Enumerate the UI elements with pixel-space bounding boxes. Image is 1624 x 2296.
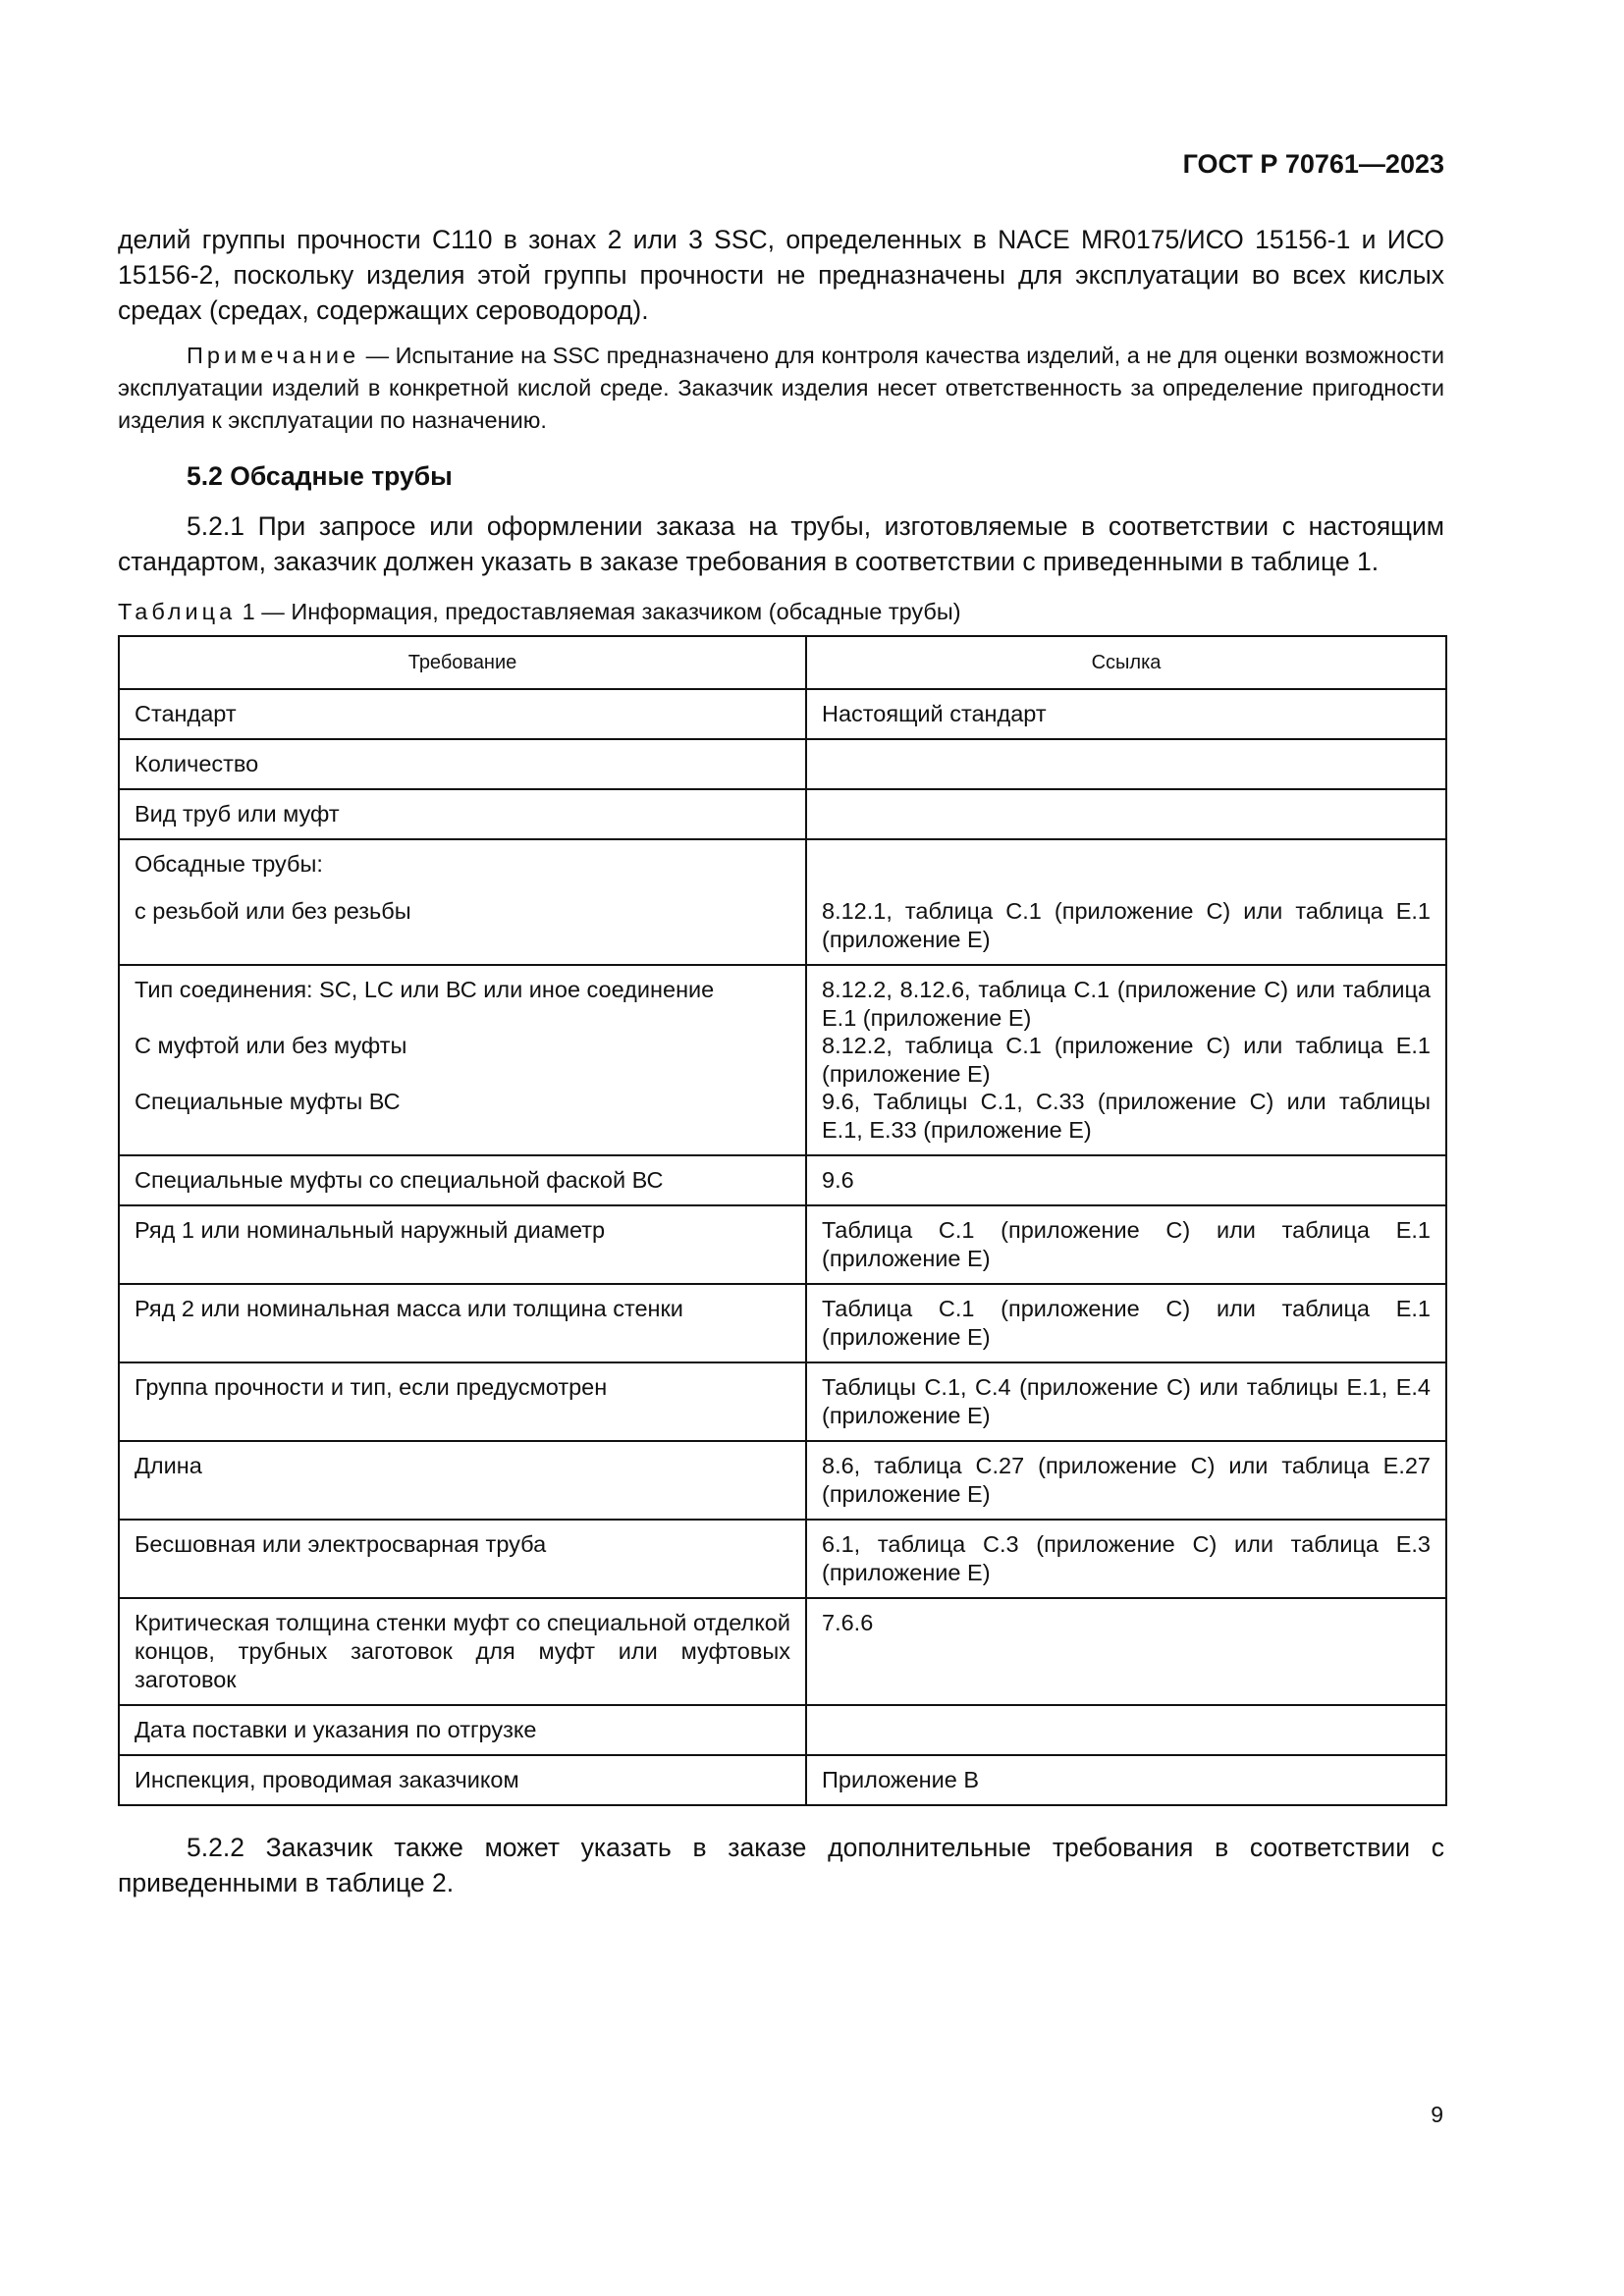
table-caption-label: Таблица [118, 599, 237, 624]
table-row [119, 1284, 1446, 1362]
reference-cell: Таблица С.1 (приложение С) или таблица Е.1 (приложение Е) [806, 1284, 1446, 1362]
requirement-cell: Критическая толщина стенки муфт со специальной отделкой концов, трубных заготовок для муфт или муфтовых заготовок [119, 1598, 806, 1705]
table-row [119, 1362, 1446, 1441]
sub-requirement: С муфтой или без муфты [135, 1033, 407, 1058]
reference-cell: 9.6 [806, 1155, 1446, 1205]
reference-cell: Таблицы С.1, С.4 (приложение С) или таблицы Е.1, Е.4 (приложение Е) [806, 1362, 1446, 1441]
note-text: — Испытание на SSC предназначено для контроля качества изделий, а не для оценки возможности эксплуатации изделий в конкретной кислой среде. Заказчик изделия несет ответственность за определение пригодности изделия к эксплуатации по назначению. [118, 343, 1444, 433]
table-row [119, 689, 1446, 739]
paragraph-continuation: делий группы прочности С110 в зонах 2 или 3 SSC, определенных в NACE MR0175/ИСО 15156-1 и ИСО 15156-2, поскольку изделия этой группы прочности не предназначены для эксплуатации во всех кислых средах (средах, содержащих сероводород). [118, 225, 1444, 325]
requirement-cell: Инспекция, проводимая заказчиком [119, 1755, 806, 1805]
requirement-cell: Количество [119, 739, 806, 789]
table-row [119, 839, 1446, 965]
sub-reference: 8.12.1, таблица С.1 (приложение С) или таблица Е.1 (приложение Е) [822, 898, 1431, 952]
table-row [119, 1755, 1446, 1805]
reference-cell [806, 739, 1446, 789]
table-row [119, 739, 1446, 789]
header-requirement: Требование [119, 636, 806, 689]
paragraph-5-2-2: 5.2.2 Заказчик также может указать в заказе дополнительные требования в соответствии с приведенными в таблице 2. [118, 1833, 1444, 1897]
requirement-cell [119, 965, 806, 1155]
sub-reference [822, 840, 1431, 887]
reference-cell [806, 839, 1446, 965]
sub-requirement: Специальные муфты ВС [135, 1089, 401, 1114]
requirement-cell: Группа прочности и тип, если предусмотрен [119, 1362, 806, 1441]
requirement-cell: Вид труб или муфт [119, 789, 806, 839]
reference-cell: 6.1, таблица С.3 (приложение С) или таблица Е.3 (приложение Е) [806, 1520, 1446, 1598]
reference-cell: 7.6.6 [806, 1598, 1446, 1705]
note-label: Примечание [187, 343, 360, 368]
table-row [119, 1705, 1446, 1755]
reference-cell: Таблица С.1 (приложение С) или таблица Е.1 (приложение Е) [806, 1205, 1446, 1284]
requirement-cell: Длина [119, 1441, 806, 1520]
page-number: 9 [1431, 2102, 1443, 2127]
sub-requirement: Тип соединения: SC, LC или ВС или иное соединение [135, 977, 715, 1002]
requirement-cell: Специальные муфты со специальной фаской ВС [119, 1155, 806, 1205]
header-reference: Ссылка [806, 636, 1446, 689]
sub-reference: 9.6, Таблицы С.1, С.33 (приложение С) или таблицы Е.1, Е.33 (приложение Е) [822, 1089, 1431, 1143]
note [118, 340, 1444, 437]
requirement-cell: Бесшовная или электросварная труба [119, 1520, 806, 1598]
table-row [119, 1441, 1446, 1520]
sub-reference: 8.12.2, 8.12.6, таблица С.1 (приложение С) или таблица Е.1 (приложение Е) [822, 977, 1431, 1031]
requirement-cell: Ряд 2 или номинальная масса или толщина стенки [119, 1284, 806, 1362]
reference-cell: Приложение В [806, 1755, 1446, 1805]
table-row [119, 1598, 1446, 1705]
reference-cell: Настоящий стандарт [806, 689, 1446, 739]
requirement-cell [119, 839, 806, 965]
requirement-cell: Ряд 1 или номинальный наружный диаметр [119, 1205, 806, 1284]
table-row [119, 965, 1446, 1155]
section-heading: 5.2 Обсадные трубы [187, 461, 453, 491]
requirement-cell: Дата поставки и указания по отгрузке [119, 1705, 806, 1755]
table-row [119, 1520, 1446, 1598]
reference-cell: 8.6, таблица С.27 (приложение С) или таблица Е.27 (приложение Е) [806, 1441, 1446, 1520]
table-row [119, 1205, 1446, 1284]
reference-cell [806, 1705, 1446, 1755]
sub-reference: 8.12.2, таблица С.1 (приложение С) или таблица Е.1 (приложение Е) [822, 1033, 1431, 1087]
table-row [119, 789, 1446, 839]
table-row [119, 1155, 1446, 1205]
reference-cell [806, 965, 1446, 1155]
table-header-row [119, 636, 1446, 689]
standard-code-header: ГОСТ Р 70761—2023 [1182, 149, 1444, 179]
page-content [118, 222, 1444, 1900]
requirement-cell: Стандарт [119, 689, 806, 739]
sub-requirement: Обсадные трубы: [135, 851, 323, 877]
requirements-table [118, 635, 1447, 1806]
table-caption-text: 1 — Информация, предоставляемая заказчиком (обсадные трубы) [236, 599, 961, 624]
sub-requirement: с резьбой или без резьбы [135, 898, 411, 924]
reference-cell [806, 789, 1446, 839]
paragraph-5-2-1: 5.2.1 При запросе или оформлении заказа на трубы, изготовляемые в соответствии с настоящим стандартом, заказчик должен указать в заказе требования в соответствии с приведенными в таблице 1. [118, 511, 1444, 576]
table-caption [118, 596, 1444, 627]
